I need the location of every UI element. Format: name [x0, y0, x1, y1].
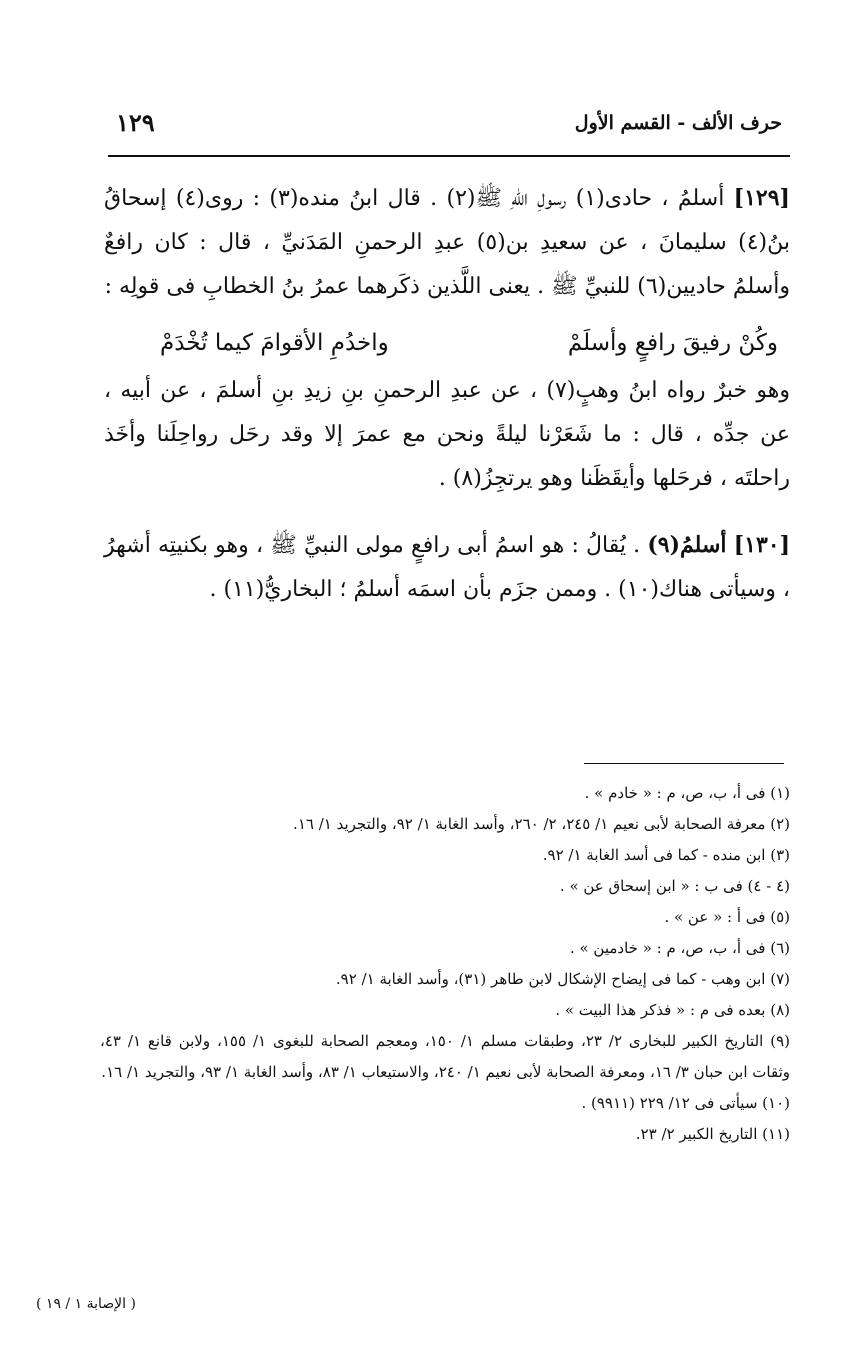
footnote: (١١) التاريخ الكبير ٢/ ٢٣.: [635, 1125, 790, 1143]
chapter-title: حرف الألف - القسم الأول: [574, 112, 782, 134]
verse-hemistich-left: واخدُمِ الأقوامَ كيما تُخْدَمْ: [160, 330, 389, 356]
entry-name: أسلمُ(٩): [647, 532, 727, 558]
entry-text: . يُقالُ : هو اسمُ أبى رافعٍ مولى النبيِّ ﷺ ، وهو بكنيتِه أشهرُ ، وسيأتى هناك(١٠) . وممن جزَم بأن اسمَه أسلمُ ؛ البخاريُّ(١١) .: [104, 533, 790, 602]
entry-number: [١٣٠]: [733, 532, 791, 558]
footnote: (٢) معرفة الصحابة لأبى نعيم ١/ ٢٤٥، ٢/ ٢٦٠، وأسد الغابة ١/ ٩٢، والتجريد ١/ ١٦.: [293, 815, 790, 833]
footnote: (٣) ابن منده - كما فى أسد الغابة ١/ ٩٢.: [542, 846, 790, 864]
footnote: (١) فى أ، ب، ص، م : « خادم » .: [584, 784, 790, 802]
verse-hemistich-right: وكُنْ رفيقَ رافعٍ وأسلَمْ: [567, 330, 778, 356]
poem-verse: [160, 321, 778, 365]
footnote: (٥) فى أ : « عن » .: [664, 908, 790, 926]
entry-text: أسلمُ ، حادى(١) رسولِ اللّهِ ﷺ(٢) . قال ابنُ منده(٣) : روى(٤) إسحاقُ بنُ(٤) سليمانَ ، عن سعيدِ بن(٥) عبدِ الرحمنِ المَدَنيِّ ، قال : كان رافعٌ وأسلمُ حاديين(٦) للنبيِّ ﷺ . يعنى اللَّذين ذكَرهما عمرُ بنُ الخطابِ فى قولِه :: [104, 186, 790, 299]
footnote: (٧) ابن وهب - كما فى إيضاح الإشكال لابن طاهر (٣١)، وأسد الغابة ١/ ٩٢.: [335, 970, 790, 988]
header-rule: [108, 155, 790, 157]
footnote: (١٠) سيأتى فى ١٢/ ٢٢٩ (٩٩١١) .: [581, 1094, 790, 1112]
entry-130: [104, 523, 790, 612]
footnote: (٨) بعده فى م : « فذكر هذا البيت » .: [555, 1001, 790, 1019]
page-number: ١٢٩: [116, 108, 155, 137]
footnote: (٩) التاريخ الكبير للبخارى ٢/ ٢٣، وطبقات مسلم ١/ ١٥٠، ومعجم الصحابة للبغوى ١/ ١٥٥، ولابن قانع ١/ ٤٣، وثقات ابن حبان ٣/ ١٦، ومعرفة الصحابة لأبى نعيم ١/ ٢٤٠، والاستيعاب ١/ ٨٣، وأسد الغابة ١/ ٩٣، والتجريد ١/ ١٦.: [100, 1032, 791, 1081]
footnote-rule: [584, 763, 784, 764]
running-header: [108, 108, 790, 144]
entry-number: [١٢٩]: [733, 185, 790, 211]
footnotes: [100, 778, 790, 1150]
footnote: (٤ - ٤) فى ب : « ابن إسحاق عن » .: [559, 877, 790, 895]
signature-mark: ( الإصابة ١ / ١٩ ): [36, 1296, 136, 1312]
entry-129: [104, 176, 790, 309]
entry-129-continuation: وهو خبرٌ رواه ابنُ وهبٍ(٧) ، عن عبدِ الرحمنِ بنِ زيدِ بنِ أسلمَ ، عن أبيه ، عن جدِّه ، قال : ما شَعَرْنا ليلةً ونحن مع عمرَ إلا وقد رحَل رواحِلَنا وأخَذ راحلتَه ، فرحَلها وأيقَظَنا وهو يرتجِزُ(٨) .: [104, 378, 790, 491]
main-text: [104, 176, 790, 612]
footnote: (٦) فى أ، ب، ص، م : « خادمين » .: [569, 939, 790, 957]
